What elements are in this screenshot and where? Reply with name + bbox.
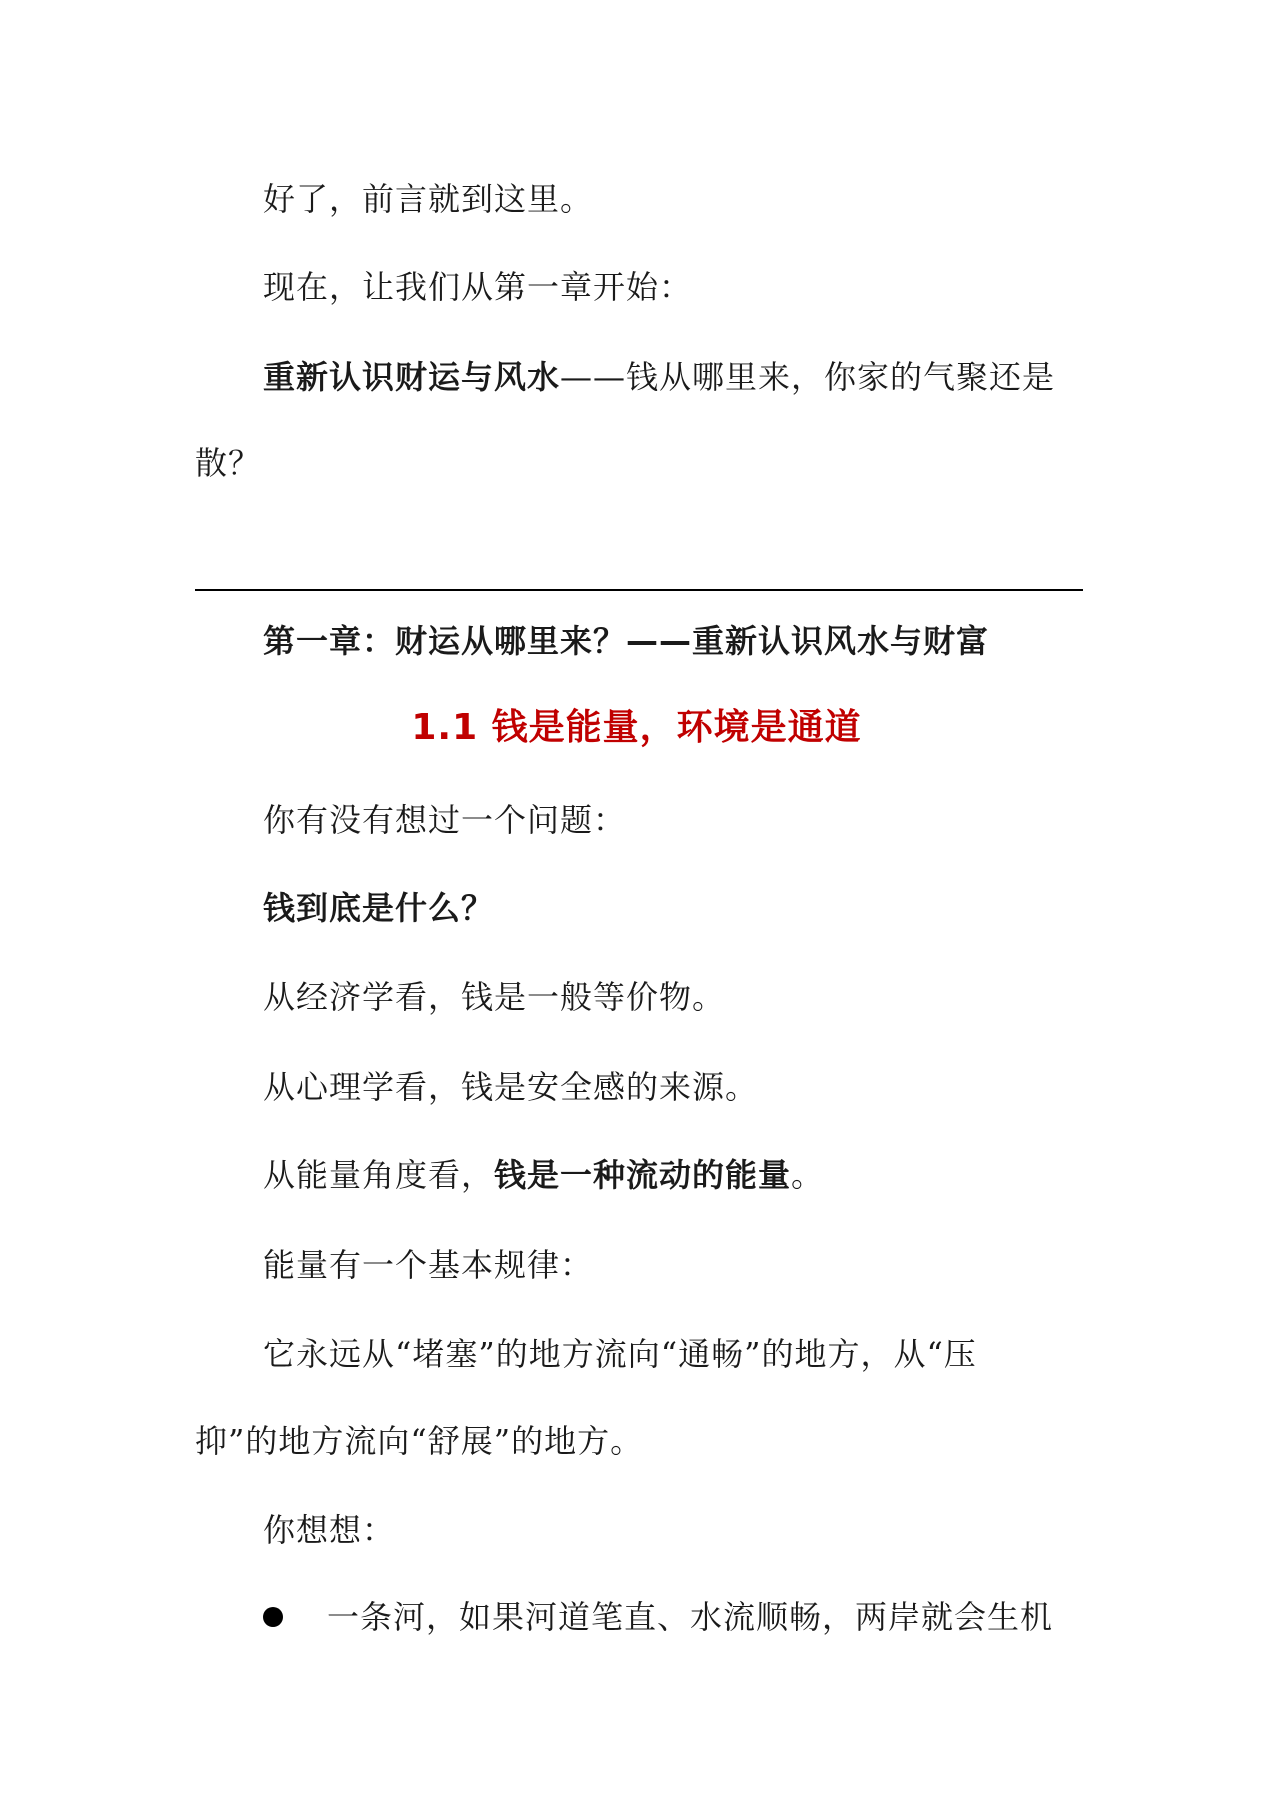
intro-line-1: 好了，前言就到这里。 xyxy=(263,180,594,218)
intro-line-3 xyxy=(263,357,1055,397)
paragraph-energy-law: 能量有一个基本规律： xyxy=(263,1246,594,1284)
paragraph-economics: 从经济学看，钱是一般等价物。 xyxy=(263,978,726,1016)
paragraph-energy-bold: 钱是一种流动的能量 xyxy=(494,1156,792,1194)
paragraph-energy xyxy=(263,1155,824,1195)
paragraph-energy-suffix: 。 xyxy=(791,1156,825,1194)
intro-line-3-rest: ——钱从哪里来，你家的气聚还是 xyxy=(560,358,1056,396)
paragraph-flow-line-2: 抑”的地方流向“舒展”的地方。 xyxy=(195,1422,644,1460)
paragraph-energy-prefix: 从能量角度看， xyxy=(263,1156,495,1194)
bullet-dot-icon xyxy=(263,1607,283,1627)
intro-line-3-bold: 重新认识财运与风水 xyxy=(263,358,561,396)
chapter-title: 第一章：财运从哪里来？——重新认识风水与财富 xyxy=(263,622,990,660)
horizontal-rule xyxy=(195,589,1083,591)
section-title: 1.1 钱是能量，环境是通道 xyxy=(411,707,862,748)
paragraph-think: 你想想： xyxy=(263,1511,396,1549)
intro-line-4: 散？ xyxy=(195,444,262,482)
paragraph-flow-line-1: 它永远从“堵塞”的地方流向“通畅”的地方，从“压 xyxy=(263,1335,977,1373)
paragraph-question-intro: 你有没有想过一个问题： xyxy=(263,801,627,839)
paragraph-what-is-money: 钱到底是什么？ xyxy=(263,889,495,927)
bullet-item-1: 一条河，如果河道笔直、水流顺畅，两岸就会生机 xyxy=(327,1598,1054,1636)
intro-line-2: 现在，让我们从第一章开始： xyxy=(263,268,693,306)
paragraph-psychology: 从心理学看，钱是安全感的来源。 xyxy=(263,1068,759,1106)
